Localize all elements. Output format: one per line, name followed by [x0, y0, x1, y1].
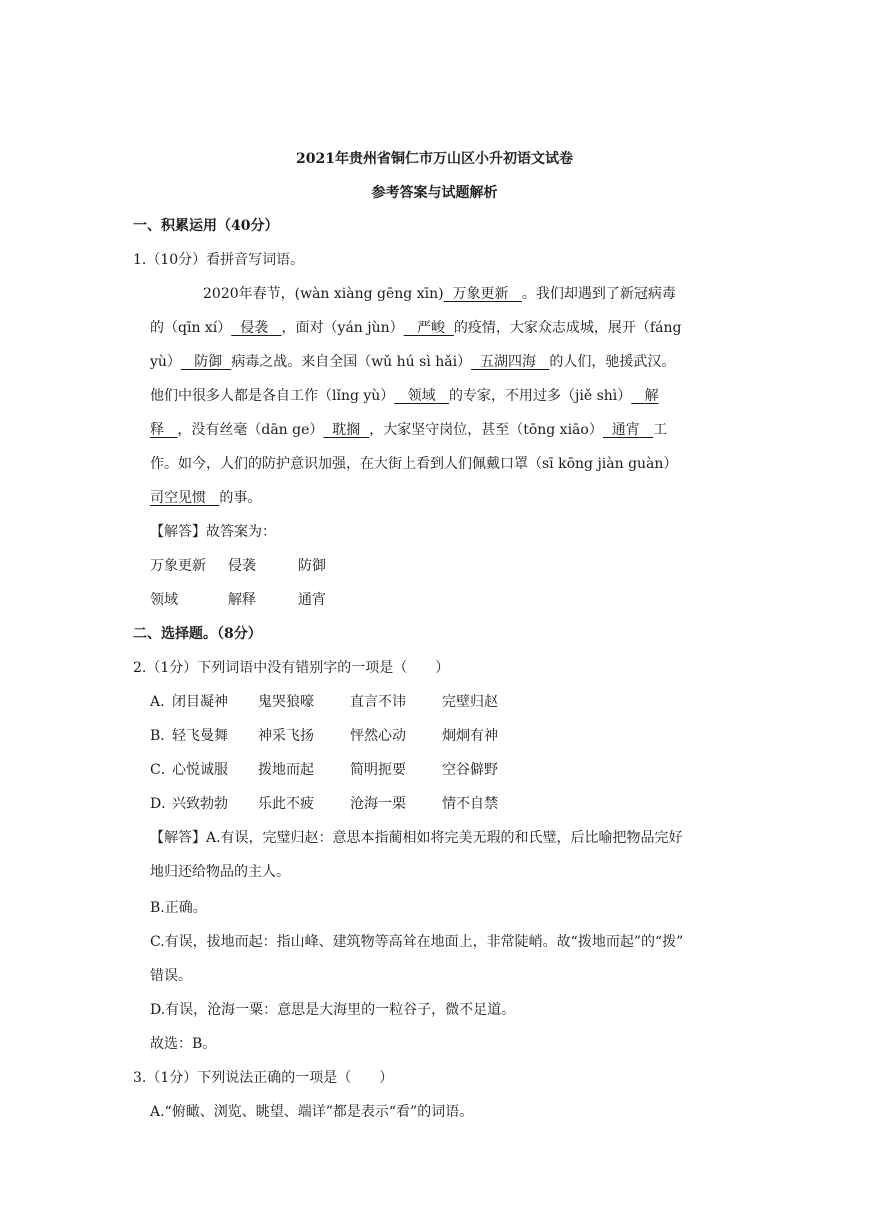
passage-line-3	[150, 352, 675, 372]
answer-fill	[150, 490, 219, 506]
option-word: 乐此不疲	[258, 796, 314, 812]
q2-option-b	[150, 726, 498, 746]
q2-option-a	[150, 692, 498, 712]
answer-text: 严峻	[417, 320, 446, 336]
option-word: 炯炯有神	[442, 728, 498, 744]
answer-fill	[631, 388, 658, 404]
option-word: 直言不讳	[350, 694, 406, 710]
option-word: 完壁归赵	[442, 694, 498, 710]
option-word: 拨地而起	[258, 762, 314, 778]
passage-text: ，面对（yán jùn）	[281, 320, 404, 336]
answer-fill	[323, 422, 369, 438]
option-word: 轻飞曼舞	[172, 728, 228, 744]
answer-fill	[181, 354, 231, 370]
passage-line-6: 作。如今，人们的防护意识加强，在大街上看到人们佩戴口罩（sī kōng jiàn guàn）	[150, 456, 678, 472]
q2-explanation-line: 地归还给物品的主人。	[150, 864, 290, 880]
passage-text: ，没有丝毫（dān ge）	[177, 422, 324, 438]
document-subtitle: 参考答案与试题解析	[371, 185, 498, 201]
q3-option-a: A.“俯瞰、浏览、眺望、端详”都是表示“看”的词语。	[150, 1104, 474, 1120]
answer-text: 耽搁	[332, 422, 361, 438]
answer-word: 领域	[150, 592, 178, 608]
option-label: A．	[150, 694, 175, 710]
q2-explanation-line: 错误。	[150, 968, 192, 984]
option-word: 神采飞扬	[258, 728, 314, 744]
passage-text: ，大家坚守岗位，甚至（tōng xiāo）	[369, 422, 603, 438]
passage-line-2	[150, 318, 681, 338]
option-label: C．	[150, 762, 175, 778]
passage-text: 的人们，驰援武汉。	[549, 354, 676, 370]
answer-text: 释	[150, 422, 164, 438]
passage-text: 的疫情，大家众志成城，展开（fáng	[453, 320, 682, 336]
passage-line-7	[150, 488, 261, 508]
q2-explanation-line: C.有误，拔地而起：指山峰、建筑物等高耸在地面上，非常陡峭。故“拨地而起”的“拨”	[150, 934, 684, 950]
q2-option-d	[150, 794, 498, 814]
document-title: 2021年贵州省铜仁市万山区小升初语文试卷	[296, 151, 573, 167]
answer-fill	[150, 422, 177, 438]
option-word: 闭目凝神	[172, 694, 228, 710]
q1-answers-row-1	[150, 556, 326, 576]
option-label: B．	[150, 728, 175, 744]
option-word: 怦然心动	[350, 728, 406, 744]
option-word: 情不自禁	[442, 796, 498, 812]
q2-stem: 2.（1分）下列词语中没有错别字的一项是（ ）	[133, 660, 450, 676]
q2-explanation-line: 【解答】A.有误，完璧归赵：意思本指蔺相如将完美无瑕的和氏璧，后比喻把物品完好	[150, 830, 683, 846]
q1-stem: 1.（10分）看拼音写词语。	[133, 252, 305, 268]
option-word: 鬼哭狼嚎	[258, 694, 314, 710]
passage-line-1	[203, 284, 676, 304]
option-word: 兴致勃勃	[172, 796, 228, 812]
q2-explanation-line: D.有误，沧海一粟：意思是大海里的一粒谷子，微不足道。	[150, 1002, 516, 1018]
passage-text: 工	[653, 422, 668, 438]
passage-line-5	[150, 420, 667, 440]
passage-text: 2020年春节，(wàn xiàng gēng xīn)	[203, 286, 444, 302]
passage-text: 的（qīn xí）	[150, 320, 232, 336]
option-word: 心悦诚服	[172, 762, 228, 778]
answer-fill	[231, 320, 281, 336]
q1-answers-row-2	[150, 590, 326, 610]
option-label: D．	[150, 796, 176, 812]
answer-word: 通宵	[298, 592, 326, 608]
answer-word: 解释	[228, 592, 256, 608]
answer-text: 通宵	[611, 422, 640, 438]
section2-heading: 二、选择题。（8分）	[133, 626, 262, 642]
answer-text: 五湖四海	[480, 354, 536, 370]
q2-explanation-line: B.正确。	[150, 900, 207, 916]
answer-text: 防御	[194, 354, 223, 370]
option-word: 简明扼要	[350, 762, 406, 778]
q2-option-c	[150, 760, 498, 780]
answer-text: 司空见惯	[150, 490, 206, 506]
passage-text: 他们中很多人都是各自工作（lǐng yù）	[150, 388, 395, 404]
option-word: 沧海一栗	[350, 796, 406, 812]
answer-text: 领域	[407, 388, 436, 404]
passage-text: 病毒之战。来自全国（wǔ hú sì hǎi）	[231, 354, 472, 370]
passage-text: 。我们却遇到了新冠病毒	[521, 286, 676, 302]
answer-text: 侵袭	[240, 320, 269, 336]
answer-fill	[404, 320, 454, 336]
q1-answer-label: 【解答】故答案为：	[150, 524, 276, 540]
passage-line-4	[150, 386, 659, 406]
passage-text: yù）	[150, 354, 181, 370]
answer-fill	[444, 286, 522, 302]
section1-heading: 一、积累运用（40分）	[133, 218, 279, 234]
answer-fill	[471, 354, 549, 370]
answer-fill	[394, 388, 449, 404]
answer-word: 防御	[298, 558, 326, 574]
option-word: 空谷僻野	[442, 762, 498, 778]
passage-text: 的事。	[219, 490, 262, 506]
q2-explanation-line: 故选：B。	[150, 1036, 217, 1052]
q3-stem: 3.（1分）下列说法正确的一项是（ ）	[133, 1070, 394, 1086]
answer-word: 万象更新	[150, 558, 206, 574]
answer-text: 万象更新	[452, 286, 509, 302]
answer-word: 侵袭	[228, 558, 256, 574]
passage-text: 的专家，不用过多（jiě shì）	[449, 388, 632, 404]
answer-fill	[603, 422, 653, 438]
answer-text: 解	[644, 388, 659, 404]
